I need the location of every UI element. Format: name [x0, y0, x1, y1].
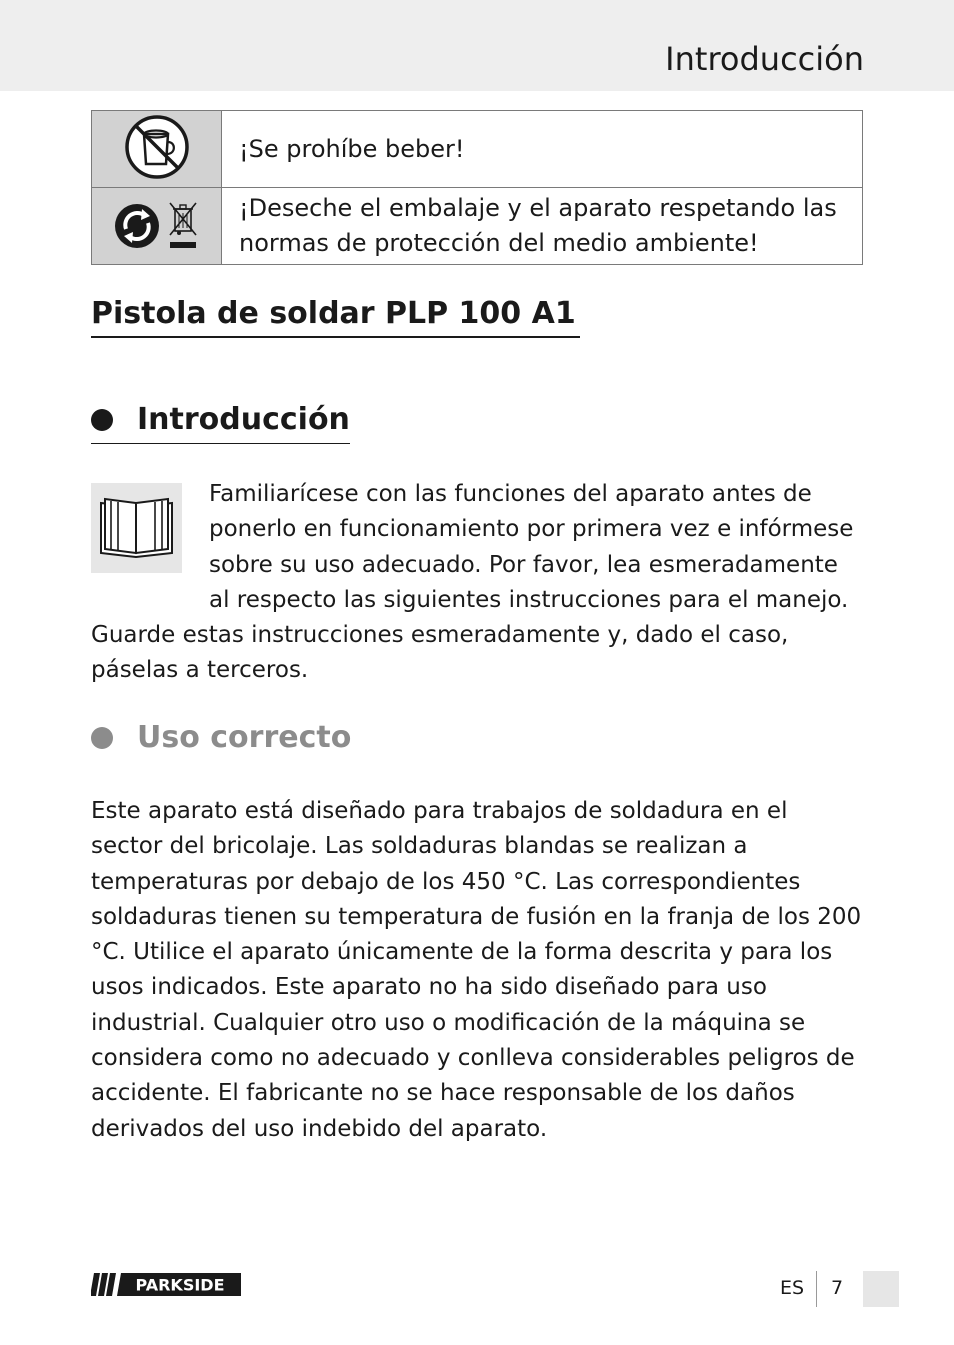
footer-separator: [816, 1271, 817, 1307]
symbol-row: [92, 188, 863, 265]
symbol-row: [92, 111, 863, 188]
page-number: 7: [831, 1277, 844, 1299]
page-title: Pistola de soldar PLP 100 A1: [91, 292, 580, 338]
symbol-table: [91, 110, 863, 265]
intro-paragraph-text: Familiarícese con las funciones del aparato antes de ponerlo en funcionamiento por primera vez e infórmese sobre su uso adecuado. Por favor, lea esmeradamente al respecto las siguientes instrucciones para el manejo. Guarde estas instrucciones esmeradamente y, dado el caso, páselas a terceros.: [91, 481, 854, 684]
uso-paragraph: Este aparato está diseñado para trabajos de soldadura en el sector del bricolaje. Las soldaduras blandas se realizan a temperaturas por debajo de los 450 °C. Las correspondientes soldaduras tienen su temperatura de fusión en la franja de los 200 °C. Utilice el aparato únicamente de la forma descrita y para los usos indicados. Este aparato no ha sido diseñado para uso industrial. Cualquier otro uso o modificación de la máquina se considera como no adecuado y conlleva considerables peligros de accidente. El fabricante no se hace responsable de los daños derivados del uso indebido del aparato.: [91, 798, 862, 1142]
symbol-text: ¡Se prohíbe beber!: [222, 111, 863, 188]
header-title: Introducción: [665, 40, 864, 78]
section-heading-uso-correcto: [91, 716, 351, 760]
bullet-dot-icon: [91, 409, 113, 431]
section-heading-introduccion: [91, 398, 350, 444]
intro-paragraph: [91, 477, 863, 689]
no-drinking-icon: [124, 114, 190, 180]
symbol-cell: [92, 188, 222, 265]
section-heading-label: Uso correcto: [137, 720, 352, 755]
icon-float-spacer: [91, 477, 209, 583]
bullet-dot-icon: [91, 727, 113, 749]
recycling-icon: [114, 203, 160, 249]
footer-language: ES: [780, 1277, 805, 1299]
symbol-text: ¡Deseche el embalaje y el aparato respetando las normas de protección del medio ambiente!: [222, 188, 863, 265]
crossed-bin-icon: [167, 201, 199, 251]
brand-logo-text: PARKSIDE: [135, 1275, 225, 1295]
brand-logo: [91, 1273, 241, 1296]
symbol-cell: [92, 111, 222, 188]
section-heading-label: Introducción: [137, 402, 350, 437]
footer-tab: [863, 1271, 899, 1307]
